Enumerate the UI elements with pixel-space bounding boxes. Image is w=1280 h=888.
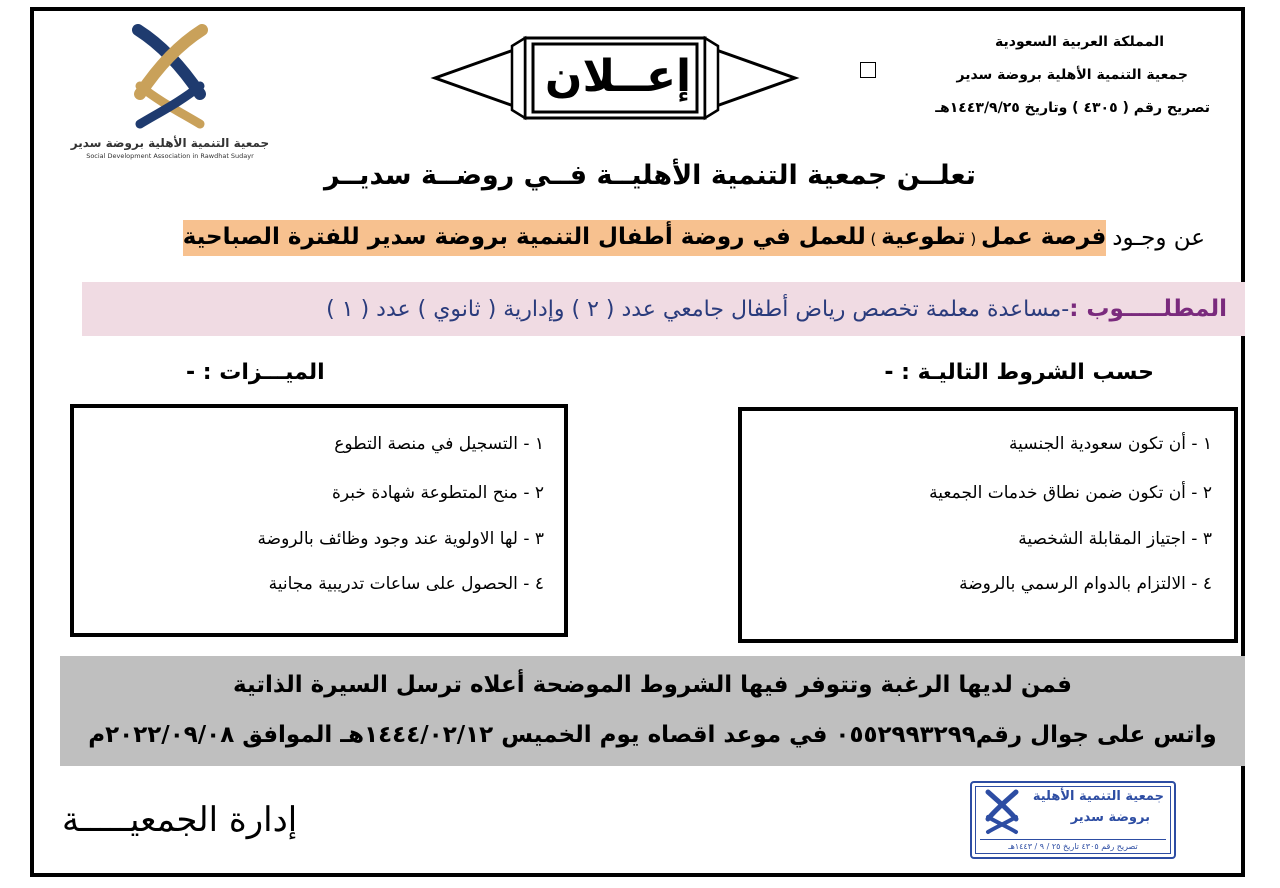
- benefit-item-1: ١ - التسجيل في منصة التطوع: [334, 434, 544, 454]
- required-line: [82, 282, 1245, 336]
- opportunity-part3: للعمل في روضة أطفال التنمية بروضة سدير للفترة الصباحية: [182, 224, 866, 250]
- stamp-line-1: جمعية التنمية الأهلية: [1032, 789, 1164, 804]
- signature: إدارة الجمعيـــــة: [62, 800, 298, 840]
- stamp-logo-icon: [984, 789, 1020, 835]
- required-text: -مساعدة معلمة تخصص رياض أطفال جامعي عدد ( ٢ ) وإدارية ( ثانوي ) عدد ( ١ ): [326, 296, 1070, 322]
- benefit-item-4: ٤ - الحصول على ساعات تدريبية مجانية: [268, 574, 544, 594]
- benefits-title: الميـــزات : -: [186, 360, 325, 385]
- footer-band: [60, 656, 1245, 766]
- footer-line-2: واتس على جوال رقم٠٥٥٢٩٩٣٢٩٩ في موعد اقصاه يوم الخميس ١٤٤٤/٠٢/١٢هـ الموافق ٢٠٢٢/٠٩/٠٨م: [88, 722, 1217, 748]
- condition-item-1: ١ - أن تكون سعودية الجنسية: [1009, 434, 1212, 454]
- association-text: جمعية التنمية الأهلية بروضة سدير: [956, 67, 1188, 83]
- checkbox-icon: [860, 62, 876, 78]
- condition-item-3: ٣ - اجتياز المقابلة الشخصية: [1018, 529, 1212, 549]
- conditions-title: حسب الشروط التاليـة : -: [884, 360, 1154, 385]
- association-stamp: [970, 781, 1176, 859]
- opportunity-line: [183, 212, 1205, 264]
- condition-item-4: ٤ - الالتزام بالدوام الرسمي بالروضة: [959, 574, 1212, 594]
- logo-name-en: Social Development Association in Rawdhat Sudayr: [86, 152, 254, 160]
- permit-text: تصريح رقم ( ٤٣٠٥ ) وتاريخ ١٤٤٣/٩/٢٥هـ: [935, 100, 1210, 116]
- paren-close: ): [865, 230, 882, 248]
- benefit-item-2: ٢ - منح المتطوعة شهادة خبرة: [331, 483, 544, 503]
- logo-name-ar: جمعية التنمية الأهلية بروضة سدير: [70, 136, 270, 150]
- opportunity-prefix: عن وجـود: [1112, 225, 1205, 251]
- condition-item-2: ٢ - أن تكون ضمن نطاق خدمات الجمعية: [929, 483, 1212, 503]
- kingdom-text: المملكة العربية السعودية: [995, 34, 1164, 50]
- opportunity-part1: فرصة عمل: [981, 224, 1107, 250]
- headline: تعلــن جمعية التنمية الأهليــة فــي روضــة سديــر: [324, 160, 976, 191]
- opportunity-highlight: [183, 220, 1107, 256]
- required-label: المطلـــــوب :: [1069, 296, 1227, 322]
- benefit-item-3: ٣ - لها الاولوية عند وجود وظائف بالروضة: [257, 529, 544, 549]
- footer-line-1: فمن لديها الرغبة وتتوفر فيها الشروط الموضحة أعلاه ترسل السيرة الذاتية: [233, 672, 1072, 698]
- paren-open: (: [965, 230, 982, 248]
- association-logo-icon: [130, 24, 210, 132]
- banner-title: إعــلان: [544, 50, 692, 102]
- stamp-line-3: تصريح رقم ٤٣٠٥ تاريخ ٢٥ / ٩ / ١٤٤٣هـ: [980, 839, 1166, 851]
- stamp-line-2: بروضة سدير: [1070, 810, 1150, 825]
- opportunity-part2: تطوعية: [881, 224, 966, 250]
